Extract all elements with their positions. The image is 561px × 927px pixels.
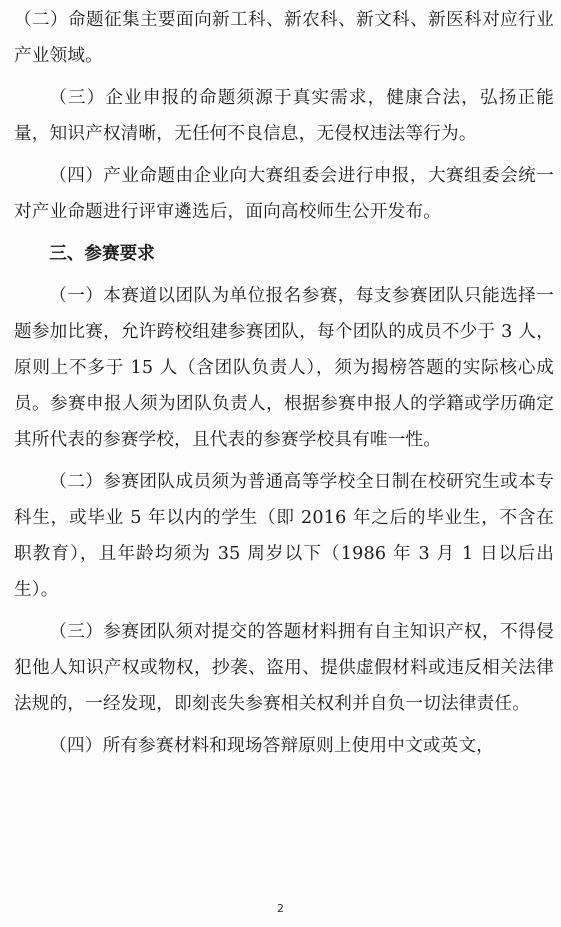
paragraph (14, 278, 554, 458)
paragraph (14, 80, 554, 152)
paragraph-text: （一）本赛道以团队为单位报名参赛，每支参赛团队只能选择一题参加比赛，允许跨校组建参赛团队，每个团队的成员不少于 3 人，原则上不多于 15 人（含团队负责人），须为揭榜答题的实际核心成员。参赛申报人须为团队负责人，根据参赛申报人的学籍或学历确定其所代表的参赛学校，且代表的参赛学校具有唯一性。 (14, 286, 554, 450)
paragraph-text: （三）企业申报的命题须源于真实需求，健康合法，弘扬正能量，知识产权清晰，无任何不良信息，无侵权违法等行为。 (14, 88, 554, 144)
paragraph-text: （二）参赛团队成员须为普通高等学校全日制在校研究生或本专科生，或毕业 5 年以内的学生（即 2016 年之后的毕业生，不含在职教育），且年龄均须为 35 周岁以下（1986 年 3 月 1 日以后出生）。 (14, 472, 554, 600)
paragraph-text: （四）产业命题由企业向大赛组委会进行申报，大赛组委会统一对产业命题进行评审遴选后，面向高校师生公开发布。 (14, 166, 554, 222)
paragraph-first-continued (14, 2, 554, 74)
section-heading: 三、参赛要求 (49, 244, 155, 264)
paragraph-text: （三）参赛团队须对提交的答题材料拥有自主知识产权，不得侵犯他人知识产权或物权，抄袭、盗用、提供虚假材料或违反相关法律法规的，一经发现，即刻丧失参赛相关权利并自负一切法律责任。 (14, 622, 554, 714)
paragraph-text: （二）命题征集主要面向新工科、新农科、新文科、新医科对应行业产业领域。 (14, 10, 554, 66)
paragraph (14, 728, 554, 764)
paragraph (14, 158, 554, 230)
paragraph-text: （四）所有参赛材料和现场答辩原则上使用中文或英文， (49, 736, 495, 756)
document-body (14, 2, 554, 764)
page-number: 2 (277, 902, 284, 915)
paragraph (14, 614, 554, 722)
paragraph (14, 464, 554, 608)
